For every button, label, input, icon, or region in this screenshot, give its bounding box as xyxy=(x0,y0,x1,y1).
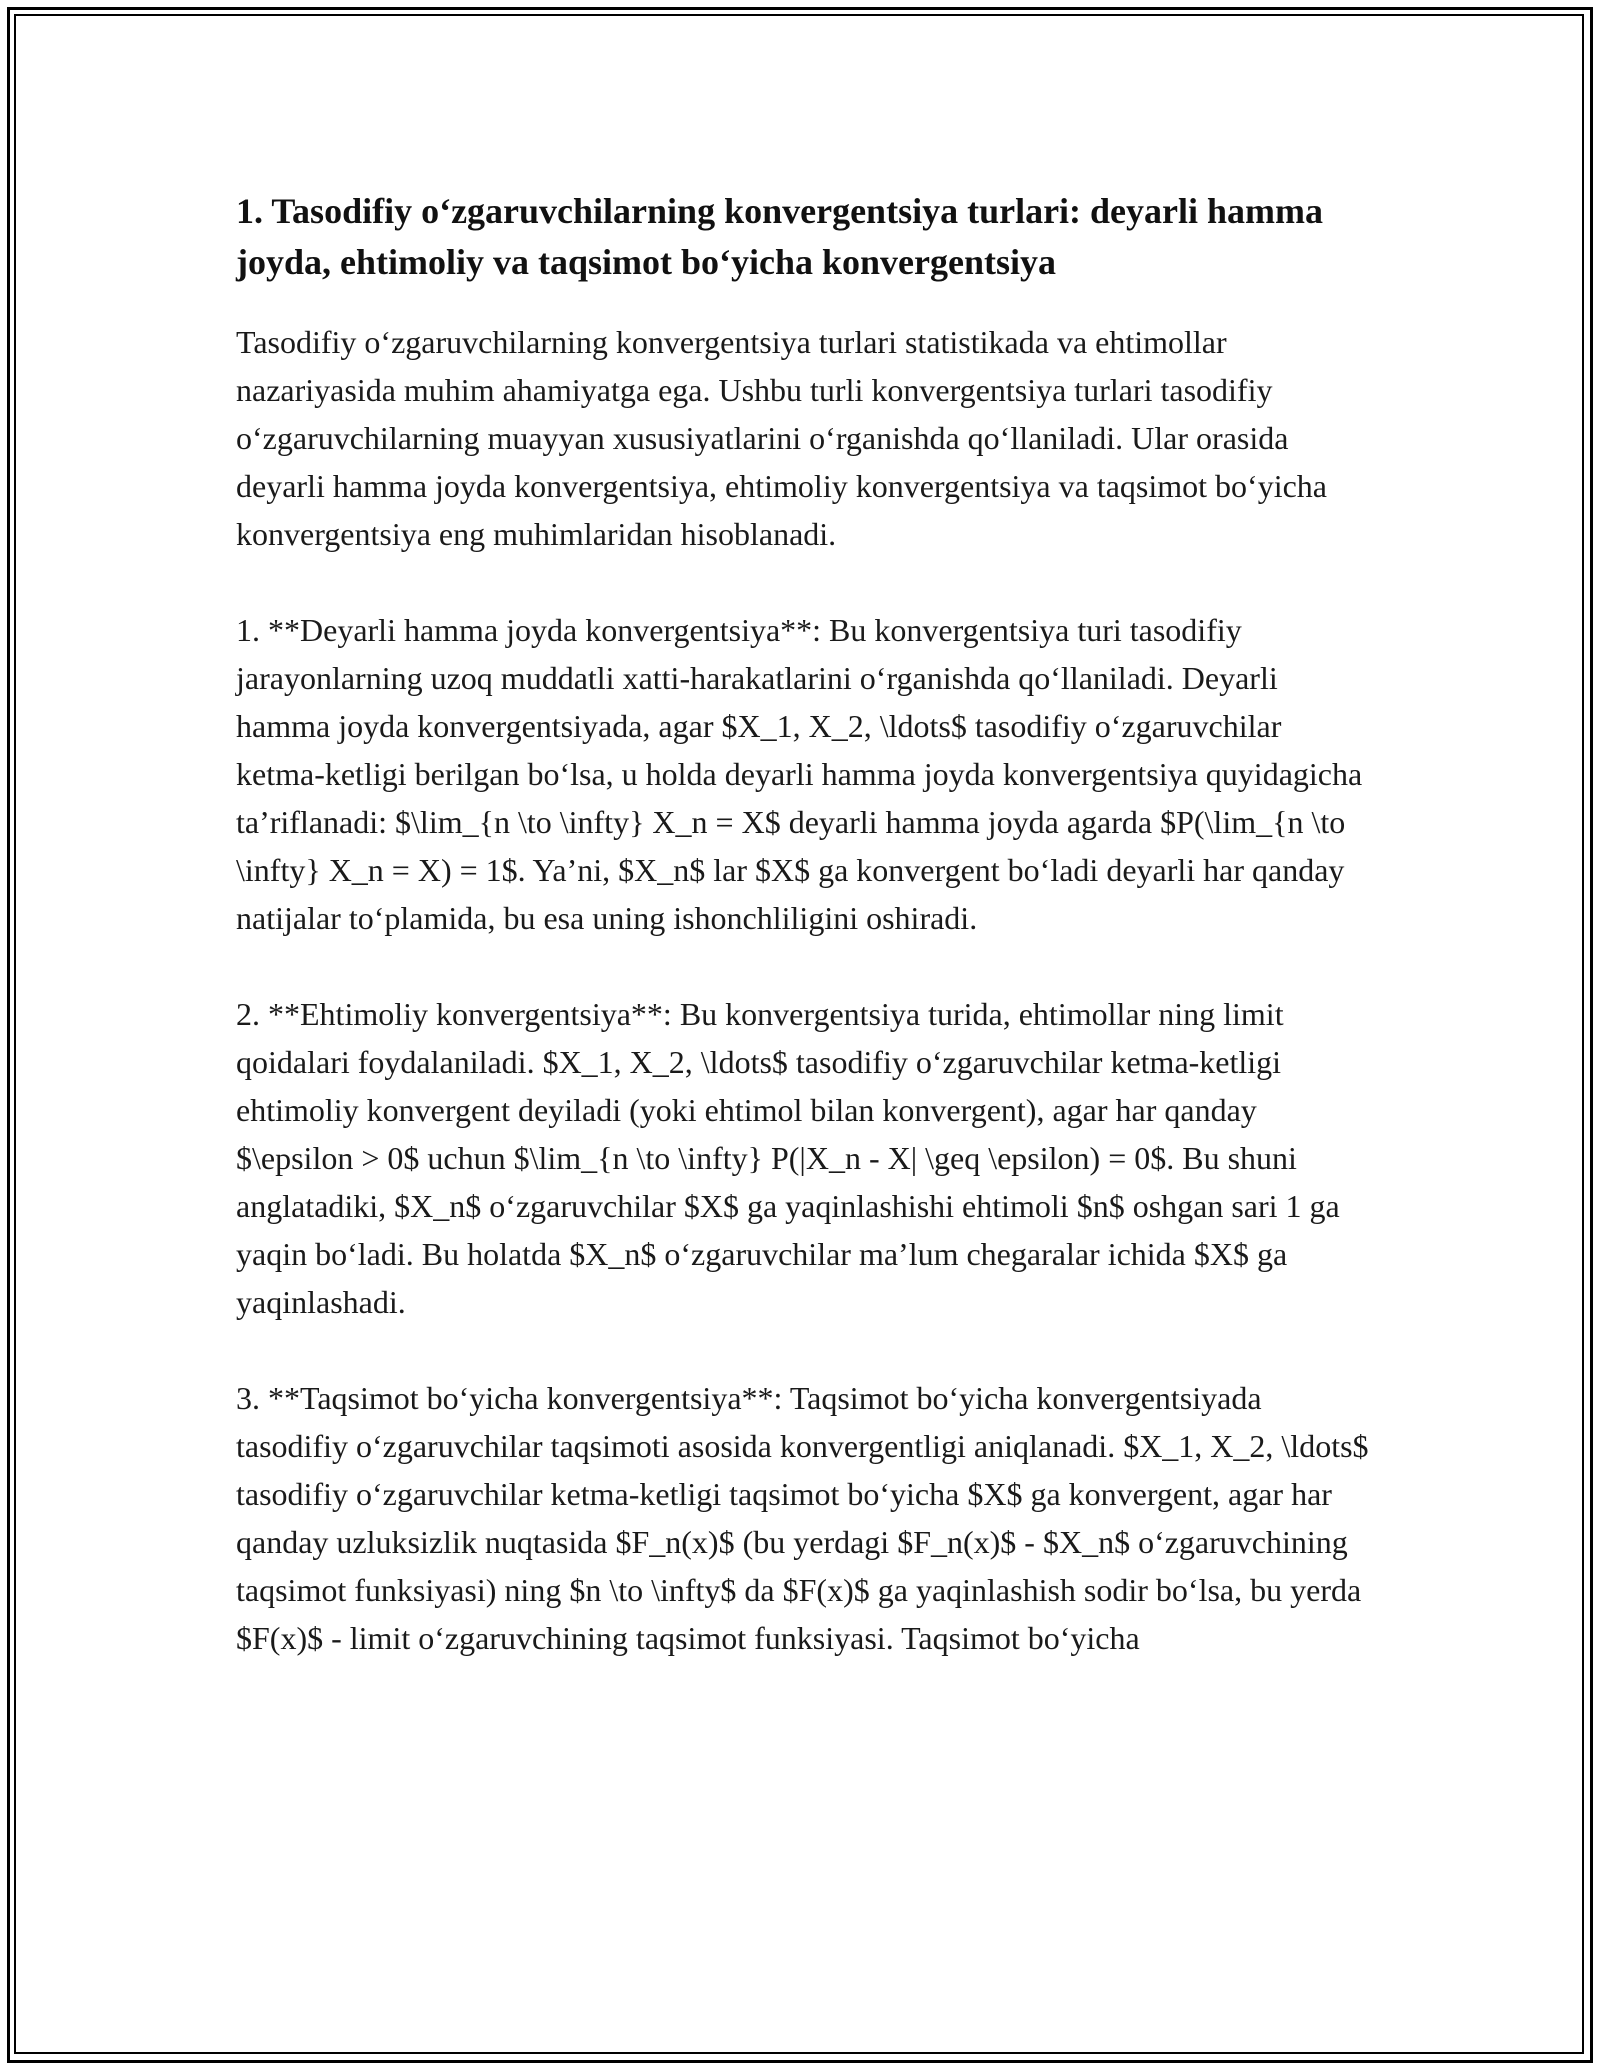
distribution-convergence-paragraph: 3. **Taqsimot bo‘yicha konvergentsiya**: Taqsimot bo‘yicha konvergentsiyada tasodifiy o‘zgaruvchilar taqsimoti asosida konvergentligi aniqlanadi. $X_1, X_2, \ldots$ tasodifiy o‘zgaruvchilar ketma-ketligi taqsimot bo‘yicha $X$ ga konvergent, agar har qanday uzluksizlik nuqtasida $F_n(x)$ (bu yerdagi $F_n(x)$ - $X_n$ o‘zgaruvchining taqsimot funksiyasi) ning $n \to \infty$ da $F(x)$ ga yaqinlashish sodir bo‘lsa, bu yerda $F(x)$ - limit o‘zgaruvchining taqsimot funksiyasi. Taqsimot bo‘yicha xyxy=(236,1380,1369,1656)
probability-convergence-paragraph: 2. **Ehtimoliy konvergentsiya**: Bu konvergentsiya turida, ehtimollar ning limit qoidalari foydalaniladi. $X_1, X_2, \ldots$ tasodifiy o‘zgaruvchilar ketma-ketligi ehtimoliy konvergent deyiladi (yoki ehtimol bilan konvergent), agar har qanday $\epsilon > 0$ uchun $\lim_{n \to \infty} P(|X_n - X| \geq \epsilon) = 0$. Bu shuni anglatadiki, $X_n$ o‘zgaruvchilar $X$ ga yaqinlashishi ehtimoli $n$ oshgan sari 1 ga yaqin bo‘ladi. Bu holatda $X_n$ o‘zgaruvchilar ma’lum chegaralar ichida $X$ ga yaqinlashadi. xyxy=(236,996,1340,1320)
intro-paragraph: Tasodifiy o‘zgaruvchilarning konvergentsiya turlari statistikada va ehtimollar nazariyasida muhim ahamiyatga ega. Ushbu turli konvergentsiya turlari tasodifiy o‘zgaruvchilarning muayyan xususiyatlarini o‘rganishda qo‘llaniladi. Ular orasida deyarli hamma joyda konvergentsiya, ehtimoliy konvergentsiya va taqsimot bo‘yicha konvergentsiya eng muhimlaridan hisoblanadi. xyxy=(236,324,1327,552)
document-body xyxy=(236,186,1376,1710)
almost-sure-convergence-paragraph: 1. **Deyarli hamma joyda konvergentsiya**: Bu konvergentsiya turi tasodifiy jarayonlarning uzoq muddatli xatti-harakatlarini o‘rganishda qo‘llaniladi. Deyarli hamma joyda konvergentsiyada, agar $X_1, X_2, \ldots$ tasodifiy o‘zgaruvchilar ketma-ketligi berilgan bo‘lsa, u holda deyarli hamma joyda konvergentsiya quyidagicha ta’riflanadi: $\lim_{n \to \infty} X_n = X$ deyarli hamma joyda agarda $P(\lim_{n \to \infty} X_n = X) = 1$. Ya’ni, $X_n$ lar $X$ ga konvergent bo‘ladi deyarli har qanday natijalar to‘plamida, bu esa uning ishonchliligini oshiradi. xyxy=(236,612,1363,936)
document-title: 1. Tasodifiy o‘zgaruvchilarning konvergentsiya turlari: deyarli hamma joyda, ehtimoliy va taqsimot bo‘yicha konvergentsiya xyxy=(236,191,1324,282)
